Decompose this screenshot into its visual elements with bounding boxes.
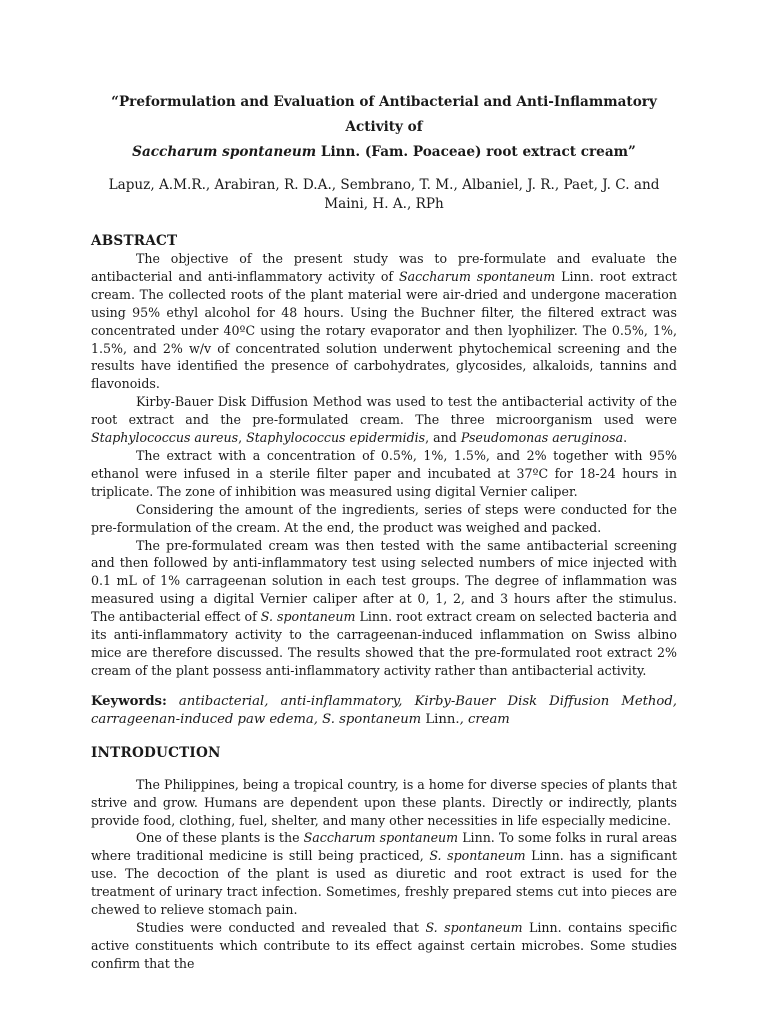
species-name: S. spontaneum xyxy=(425,920,523,935)
text-run: Linn. To some folks in rural areas where traditional medicine is still being practiced, xyxy=(91,830,678,864)
keywords-linn: Linn. xyxy=(421,711,460,727)
species-name: Saccharum spontaneum xyxy=(398,268,556,284)
abstract-paragraph-4: Considering the amount of the ingredients, series of steps were conducted for the pre-formulation of the cream. At the end, the product was weighed and packed. xyxy=(91,501,677,535)
keywords-label: Keywords: xyxy=(91,693,167,709)
text-run: Studies were conducted and revealed that xyxy=(136,920,426,935)
species-name: Pseudomonas aeruginosa xyxy=(460,430,624,446)
keywords-line xyxy=(91,693,677,729)
introduction-paragraph-3 xyxy=(91,919,677,973)
species-name: S. spontaneum xyxy=(429,848,526,864)
text-run: Linn. has a significant use. The decoction of the plant is used as diuretic and root extract is used for the treatment of urinary tract infection. Sometimes, freshly prepared stems cut into pieces are chewed to relieve stomach pain. xyxy=(91,848,677,918)
keywords-species: S. spontaneum xyxy=(322,711,422,727)
abstract-paragraph-3: The extract with a concentration of 0.5%, 1%, 1.5%, and 2% together with 95% ethanol were infused in a sterile filter paper and incubated at 37ºC for 18-24 hours in triplicate. The zone of inhibition was measured using digital Vernier caliper. xyxy=(91,447,677,499)
introduction-paragraph-2 xyxy=(91,829,677,919)
species-name: Staphylococcus aureus xyxy=(91,430,239,446)
author-list: Lapuz, A.M.R., Arabiran, R. D.A., Sembrano, T. M., Albaniel, J. R., Paet, J. C. and Maini, H. A., RPh xyxy=(108,177,660,212)
text-run: , xyxy=(238,430,247,446)
text-run: . xyxy=(623,430,628,446)
title-species: Saccharum spontaneum xyxy=(132,144,317,160)
abstract-paragraph-2 xyxy=(91,393,677,447)
title-line-2: Linn. (Fam. Poaceae) root extract cream” xyxy=(316,144,636,160)
text-run: Linn. root extract cream. The collected roots of the plant material were air-dried and undergone maceration using 95% ethyl alcohol for 48 hours. Using the Buchner filter, the filtered extract was concentrated under 40ºC using the rotary evaporator and then lyophilizer. The 0.5%, 1%, 1.5%, and 2% w/v of concentrated solution underwent phytochemical screening and the results have identified the presence of carbohydrates, glycosides, alkaloids, tannins and flavonoids. xyxy=(91,268,677,392)
introduction-paragraph-1: The Philippines, being a tropical country, is a home for diverse species of plants that strive and grow. Humans are dependent upon these plants. Directly or indirectly, plants provide food, clothing, fuel, shelter, and many other necessities in life especially medicine. xyxy=(91,776,677,828)
abstract-paragraph-1 xyxy=(91,250,677,393)
title-line-1: “Preformulation and Evaluation of Antibacterial and Anti-Inflammatory Activity of xyxy=(111,94,657,135)
introduction-heading: INTRODUCTION xyxy=(91,744,221,761)
species-name: Staphylococcus epidermidis xyxy=(246,430,426,446)
text-run: The objective of the present study was to pre-formulate and evaluate the antibacterial and anti-inflammatory activity of xyxy=(91,251,677,284)
keywords-list: antibacterial, anti-inflammatory, Kirby-Bauer Disk Diffusion Method, carrageenan-induced paw edema, xyxy=(91,693,677,727)
species-name: Saccharum spontaneum xyxy=(303,830,459,846)
text-run: Linn. root extract cream on selected bacteria and its anti-inflammatory activity to the carrageenan-induced inflammation on Swiss albino mice are therefore discussed. The results showed that the pre-formulated root extract 2% cream of the plant possess anti-inflammatory activity rather than antibacterial activity. xyxy=(91,609,677,678)
text-run: The pre-formulated cream was then tested with the same antibacterial screening and then followed by anti-inflammatory test using selected numbers of mice injected with 0.1 mL of 1% carrageenan solution in each test groups. The degree of inflammation was measured using a digital Vernier caliper after at 0, 1, 2, and 3 hours after the stimulus. The antibacterial effect of xyxy=(91,537,677,625)
abstract-paragraph-5 xyxy=(91,537,677,680)
species-name: S. spontaneum xyxy=(260,609,356,625)
paper-title xyxy=(91,0,677,165)
text-run: , and xyxy=(425,430,461,446)
keywords-last: , cream xyxy=(459,711,510,727)
text-run: Kirby-Bauer Disk Diffusion Method was used to test the antibacterial activity of the root extract and the pre-formulated cream. The three microorganism used were xyxy=(91,394,677,428)
text-run: Linn. contains specific active constituents which contribute to its effect against certain microbes. Some studies confirm that the xyxy=(91,920,678,971)
text-run: One of these plants is the xyxy=(136,830,304,846)
abstract-heading: ABSTRACT xyxy=(91,233,178,249)
